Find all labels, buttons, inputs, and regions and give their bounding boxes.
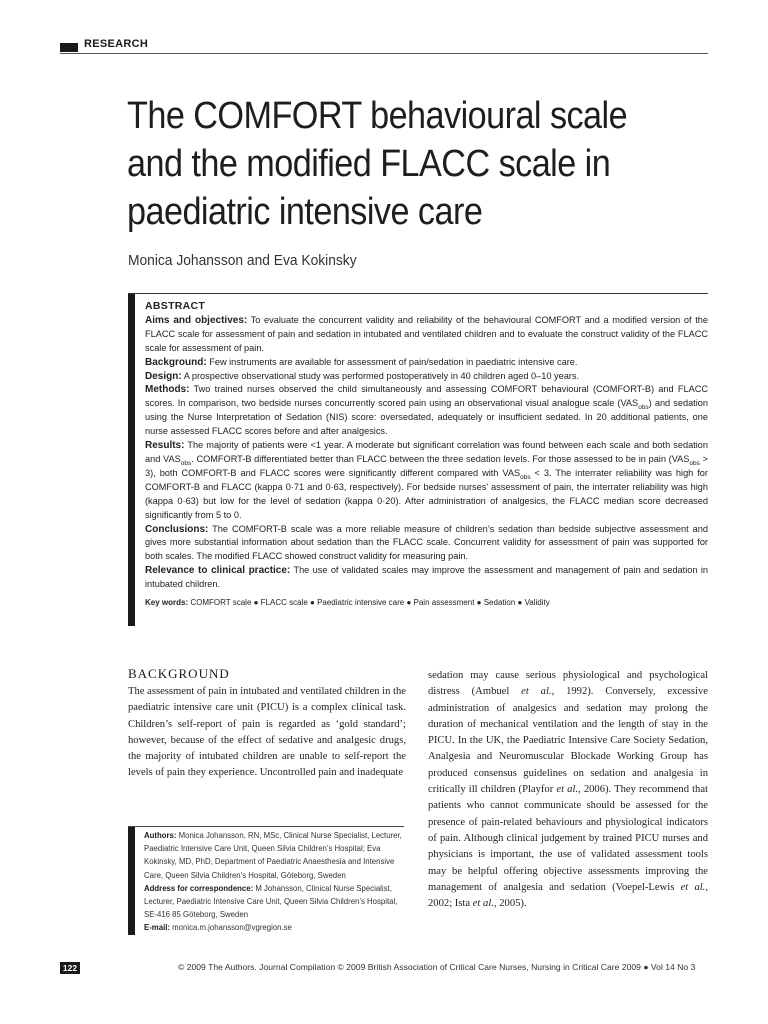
- abstract-label: Background:: [145, 356, 207, 368]
- citation-etal: et al.: [680, 881, 706, 893]
- abstract-rule: [128, 293, 708, 294]
- subscript: obs: [689, 459, 700, 467]
- title-line: paediatric intensive care: [127, 191, 483, 233]
- abstract-text: Two trained nurses observed the child simultaneously and assessing COMFORT behavioural (COMFORT-B) and FLACC scores. In comparison, two bedside nurses concurrently scored pain using an observational visual analogue scale (VAS: [145, 384, 708, 409]
- abstract-text: > 3), both COMFORT-B and FLACC scores were significantly different compared with VAS: [145, 453, 708, 478]
- subscript: obs: [638, 404, 649, 412]
- abstract-text: . COMFORT-B differentiated better than FLACC between the three sedation levels. For those assessed to be in pain (VAS: [191, 453, 690, 464]
- subscript: obs: [180, 459, 192, 467]
- abstract-heading: ABSTRACT: [145, 300, 206, 312]
- author-box-rule: [128, 826, 404, 827]
- subscript: obs: [520, 473, 531, 481]
- abstract-design: [145, 370, 708, 384]
- authors-text: Monica Johansson, RN, MSc, Clinical Nurse Specialist, Lecturer, Paediatric Intensive Care Unit, Queen Silvia Children’s Hospital; Eva Kokinsky, MD, PhD, Department of Paediatric Anaesthesia and Intensive Care, Queen Silvia Children’s Hospital, Göteborg, Sweden: [144, 831, 402, 880]
- body-text: , 1992). Conversely, excessive administration of analgesics and sedation may prolong the duration of mechanical ventilation and the length of stay in the PICU. In the UK, the Paediatric Intensive Care Society Sedation, Analgesia and Neuromuscular Blockade Working Group has produced consensus guidelines on sedation and analgesia in critically ill children (Playfor: [428, 686, 708, 796]
- article-authors: Monica Johansson and Eva Kokinsky: [128, 252, 357, 269]
- abstract-label: Methods:: [145, 384, 190, 396]
- header-rule: [60, 53, 708, 54]
- abstract-relevance: [145, 564, 708, 592]
- article-title: [127, 92, 703, 236]
- abstract-aims: [145, 314, 708, 356]
- title-line: and the modified FLACC scale in: [127, 143, 611, 185]
- email-label: E-mail:: [144, 923, 170, 933]
- abstract-results: [145, 439, 708, 522]
- abstract-label: Relevance to clinical practice:: [145, 565, 291, 577]
- abstract-text: The use of validated scales may improve the assessment and management of pain and sedation in intubated children.: [145, 565, 708, 590]
- body-column-left: The assessment of pain in intubated and ventilated children in the paediatric intensive care unit (PICU) is a complex clinical task. Children’s self-report of pain is regarded as ‘gold standard’; however, because of the effect of sedative and analgesic drugs, the majority of intubated children are unable to self-report the levels of pain they experience. Uncontrolled pain and inadequate: [128, 686, 406, 779]
- citation-etal: et al.: [556, 784, 579, 796]
- abstract-text: To evaluate the concurrent validity and reliability of the behavioural COMFORT and a modified version of the FLACC scale for assessment of pain and sedation in intubated and ventilated children and to evaluate the construct validity of the FLACC scale for assessment of pain.: [145, 314, 709, 353]
- authors-label: Authors:: [144, 831, 177, 840]
- correspondence-text: M Johansson, Clinical Nurse Specialist, Lecturer, Paediatric Intensive Care Unit, Queen Silvia Children’s Hospital, SE-416 85 Göteborg, Sweden: [144, 883, 398, 920]
- keywords: [145, 596, 708, 610]
- abstract-text: < 3. The interrater reliability was high for COMFORT-B and FLACC (kappa 0·71 and 0·63, respectively). For bedside nurses’ assessment of pain, the interrater reliability was high (kappa 0·63) but low for the level of sedation (kappa 0·20). After administration of analgesics, the FLACC median score decreased significantly from 5 to 0.: [145, 467, 708, 520]
- body-text: , 2005).: [493, 898, 527, 910]
- keywords-label: Key words:: [145, 598, 189, 608]
- section-heading: BACKGROUND: [128, 666, 230, 681]
- abstract-text: The majority of patients were <1 year. A moderate but significant correlation was found between each scale and both sedation and VAS: [145, 440, 708, 464]
- body-text: , 2006). They recommend that patients who cannot communicate should be assessed for the presence of pain-related behaviours and physiological indicators of pain. Although clinical judgement by trained PICU nurses and physicians is important, the use of validated assessment tools may be helpful offering objective assessments improving the management of analgesia and sedation (Voepel-Lewis: [428, 784, 709, 893]
- abstract-methods: [145, 383, 708, 439]
- footer-copyright: © 2009 The Authors. Journal Compilation © 2009 British Association of Critical Care Nurses, Nursing in Critical Care 2009 ● Vol 14 No 3: [178, 962, 696, 972]
- abstract-bar: [128, 294, 135, 626]
- abstract-text: The COMFORT-B scale was a more reliable measure of children’s sedation than bedside subjective assessment and gives more substantial information about sedation than the FLACC scale. Concurrent validity for assessment of pain was supported for both scales. The modified FLACC showed construct validity for measuring pain.: [145, 523, 708, 562]
- abstract-background: [145, 356, 708, 370]
- body-text: sedation may cause serious physiological and psychological distress (Ambuel: [428, 670, 708, 698]
- author-info-box: [144, 829, 406, 935]
- citation-etal: et al.: [521, 686, 552, 698]
- body-text: , 2002; Ista: [428, 881, 708, 910]
- abstract-text: Few instruments are available for assessment of pain/sedation in paediatric intensive care.: [206, 356, 578, 367]
- author-box-bar: [128, 827, 135, 935]
- email-link[interactable]: monica.m.johansson@vgregion.se: [170, 923, 292, 933]
- abstract-label: Conclusions:: [145, 523, 209, 535]
- correspondence-label: Address for correspondence:: [144, 883, 254, 893]
- abstract-label: Results:: [145, 440, 185, 452]
- section-label: RESEARCH: [84, 38, 149, 50]
- keywords-text: COMFORT scale ● FLACC scale ● Paediatric intensive care ● Pain assessment ● Sedation ● Validity: [188, 598, 550, 608]
- abstract-label: Design:: [145, 370, 182, 382]
- section-marker: [60, 43, 78, 52]
- page-number: 122: [60, 962, 80, 974]
- abstract-label: Aims and objectives:: [145, 314, 248, 326]
- body-column-right: [428, 668, 708, 912]
- abstract-text: A prospective observational study was performed postoperatively in 40 children aged 0–10 years.: [181, 370, 580, 381]
- abstract: [145, 300, 708, 610]
- abstract-text: ) and sedation using the Nurse Interpretation of Sedation (NIS) score: oversedated, adequately or insufficient sedated. In 20 additional patients, one nurse assessed FLACC scores before and after analgesics.: [145, 398, 708, 437]
- abstract-conclusions: [145, 523, 708, 565]
- title-line: The COMFORT behavioural scale: [127, 95, 628, 137]
- citation-etal: et al.: [472, 898, 494, 910]
